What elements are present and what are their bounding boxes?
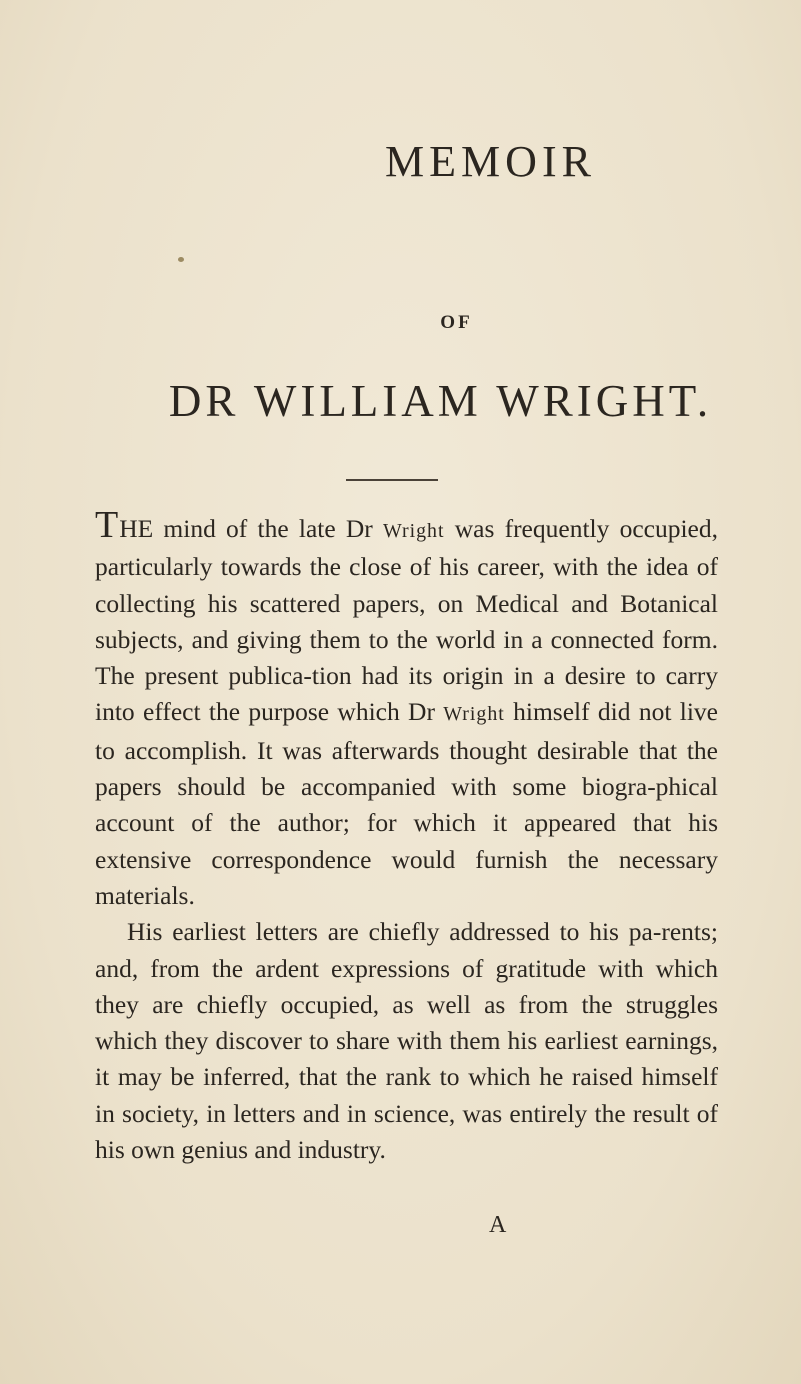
paragraph-1-text-b: was frequently occupied, particularly towards the close of his career, with the idea of collecting his scattered papers, on Medical and Botanical subjects, and giving them to the world in a connected form. The present publica-tion had its origin in a desire to carry into effect the purpose which Dr	[95, 514, 718, 727]
ink-speck	[178, 257, 184, 262]
paragraph-1-text-a: HE mind of the late Dr	[119, 514, 383, 543]
small-caps-name: Wright	[443, 703, 505, 726]
memoir-body	[95, 504, 718, 1168]
page-title: MEMOIR	[385, 137, 596, 186]
paragraph-1	[95, 504, 718, 914]
title-connector: OF	[440, 312, 473, 333]
title-divider-rule	[346, 479, 438, 481]
drop-cap: T	[95, 504, 120, 546]
signature-mark: A	[489, 1212, 507, 1238]
paragraph-1-text-c: himself did not live to accomplish. It was afterwards thought desirable that the papers should be accompanied with some biogra-phical account of the author; for which it appeared that his extensive correspondence would furnish the necessary materials.	[95, 697, 718, 910]
small-caps-name: Wright	[383, 520, 445, 542]
paragraph-2: His earliest letters are chiefly addressed to his pa-rents; and, from the ardent expressions of gratitude with which they are chiefly occupied, as well as from the struggles which they discover to share with them his earliest earnings, it may be inferred, that the rank to which he raised himself in society, in letters and in science, was entirely the result of his own genius and industry.	[95, 917, 718, 1165]
subject-name: DR WILLIAM WRIGHT.	[168, 376, 713, 426]
